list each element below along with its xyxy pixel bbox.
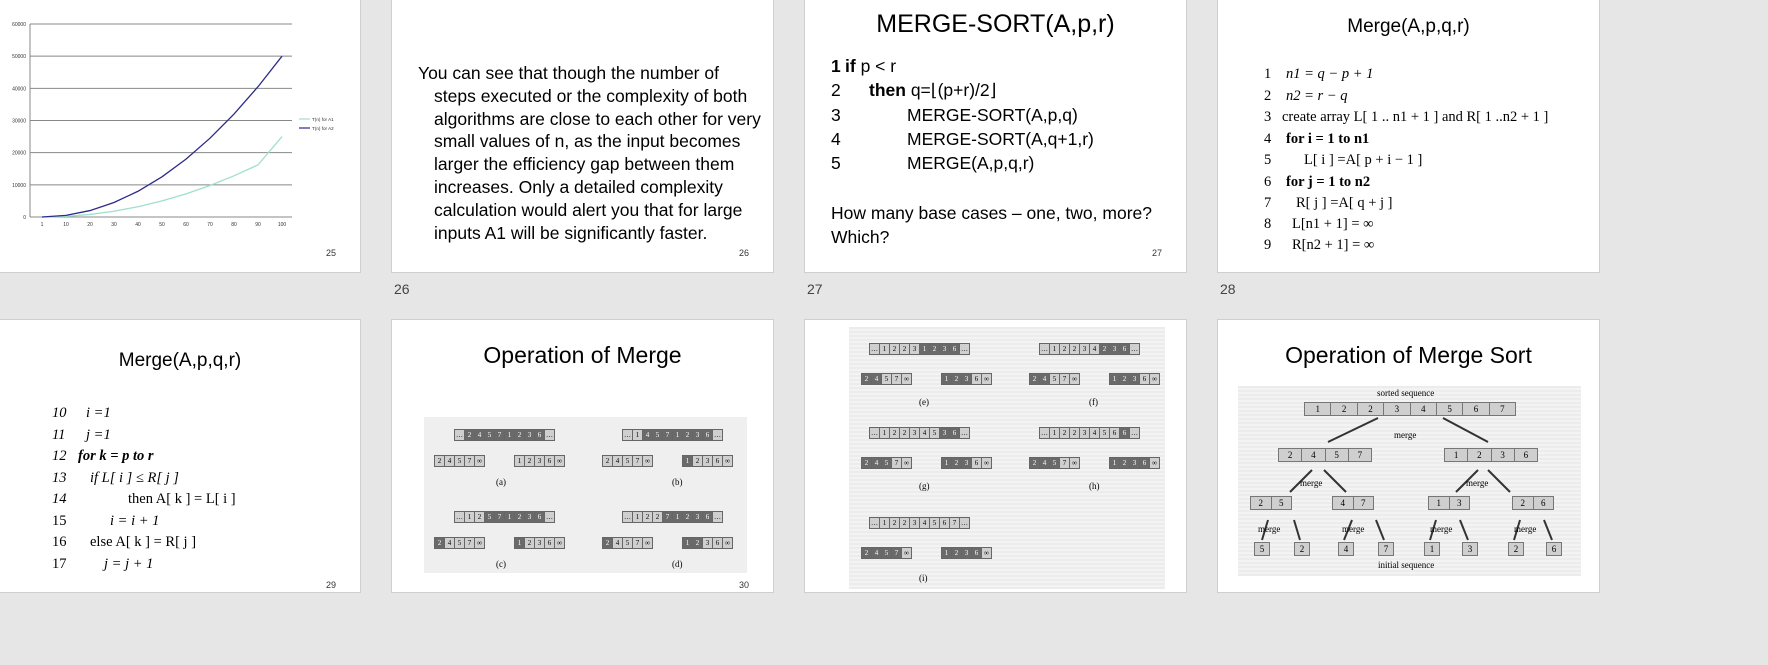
y-tick-label: 20000 bbox=[12, 150, 26, 157]
array-l-row: 2 4 5 7 ∞ bbox=[434, 455, 485, 467]
pair-1: 2 5 bbox=[1250, 496, 1292, 510]
merge-label: merge bbox=[1258, 524, 1281, 534]
algo-line-1: 1 n1 = q − p + 1 bbox=[1264, 66, 1374, 82]
slide-25[interactable] bbox=[0, 0, 360, 272]
caption-e: (e) bbox=[919, 397, 929, 407]
merge-label: merge bbox=[1342, 524, 1365, 534]
array-r-row: 1 2 3 6 ∞ bbox=[941, 457, 992, 469]
y-tick-label: 50000 bbox=[12, 54, 26, 61]
algo-line-10: 10 i =1 bbox=[52, 405, 111, 421]
merged-half-right: 1 2 3 6 bbox=[1444, 448, 1538, 462]
slide-26[interactable] bbox=[392, 0, 773, 272]
algo-line-16: 16 else A[ k ] = R[ j ] bbox=[52, 534, 197, 550]
algo-line-13: 13 if L[ i ] ≤ R[ j ] bbox=[52, 470, 179, 486]
pair-2: 4 7 bbox=[1332, 496, 1374, 510]
slide-text bbox=[418, 62, 773, 244]
sorted-sequence-label: sorted sequence bbox=[1377, 388, 1435, 398]
caption-a: (a) bbox=[496, 477, 506, 487]
initial-sequence-label: initial sequence bbox=[1378, 560, 1435, 570]
caption-h: (h) bbox=[1089, 481, 1100, 491]
x-tick-label: 100 bbox=[277, 222, 287, 228]
x-tick-label: 50 bbox=[159, 222, 165, 228]
algo-line-12: 12 for k = p to r bbox=[52, 448, 154, 464]
paragraph-first-line: You can see that though the number of bbox=[418, 63, 719, 83]
array-r-row: 1 2 3 6 ∞ bbox=[682, 455, 733, 467]
array-a-row: … 1 2 2 3 4 5 3 6 … bbox=[871, 429, 968, 437]
merge-arrows bbox=[1238, 386, 1581, 576]
slide-label-26: 26 bbox=[394, 281, 410, 297]
algo-line-11: 11 j =1 bbox=[52, 427, 111, 443]
merge-label: merge bbox=[1514, 524, 1537, 534]
line-chart bbox=[0, 0, 360, 272]
merge-sort-tree-figure bbox=[1238, 386, 1581, 576]
x-tick-label: 40 bbox=[135, 222, 141, 228]
array-l-row: 2 4 5 7 ∞ bbox=[1029, 457, 1080, 469]
x-tick-label: 1 bbox=[40, 222, 44, 228]
array-a-row: … 1 2 2 7 1 2 3 6 … bbox=[624, 513, 721, 521]
x-tick-label: 80 bbox=[231, 222, 237, 228]
slide-31[interactable] bbox=[805, 320, 1186, 592]
slide-title: Operation of Merge Sort bbox=[1285, 342, 1532, 368]
array-r-row: 1 2 3 6 ∞ bbox=[1109, 457, 1160, 469]
x-tick-label: 60 bbox=[183, 222, 189, 228]
algo-line-7: 7 R[ j ] =A[ q + j ] bbox=[1264, 195, 1393, 211]
caption-d: (d) bbox=[672, 559, 683, 569]
x-tick-label: 70 bbox=[207, 222, 213, 228]
merge-label: merge bbox=[1394, 430, 1417, 440]
y-tick-label: 30000 bbox=[12, 118, 26, 125]
y-tick-label: 10000 bbox=[12, 182, 26, 189]
caption-c: (c) bbox=[496, 559, 506, 569]
initial-4: 7 bbox=[1378, 542, 1394, 556]
array-r-row: 1 2 3 6 ∞ bbox=[682, 537, 733, 549]
algo-line-15: 15 i = i + 1 bbox=[52, 513, 160, 529]
slide-title: Merge(A,p,q,r) bbox=[118, 350, 242, 371]
code-line-3: 3 MERGE-SORT(A,p,q) bbox=[831, 105, 1078, 125]
legend-label: T(n) for A2 bbox=[312, 126, 334, 131]
array-r-row: 1 2 3 6 ∞ bbox=[941, 547, 992, 559]
paragraph-rest: steps executed or the complexity of both algorithms are close to each other for very small values of n, as the input becomes larger the efficiency gap between them increases. Only a detailed complexity calculation would alert you that for large inputs A1 will be significantly faster. bbox=[434, 85, 761, 243]
merge-steps-figure bbox=[849, 327, 1165, 589]
caption-g: (g) bbox=[919, 481, 930, 491]
merged-half-left: 2 4 5 7 bbox=[1278, 448, 1372, 462]
algo-line-2: 2 n2 = r − q bbox=[1264, 88, 1348, 104]
series-line-2 bbox=[42, 56, 282, 217]
pair-3: 1 3 bbox=[1428, 496, 1470, 510]
array-a-row: … 1 2 2 3 4 5 6 7 … bbox=[871, 519, 968, 527]
question-line-2: Which? bbox=[831, 227, 890, 247]
y-tick-label: 0 bbox=[23, 215, 26, 221]
slide-29[interactable] bbox=[0, 320, 360, 592]
caption-f: (f) bbox=[1089, 397, 1098, 407]
slide-title: Operation of Merge bbox=[483, 342, 682, 368]
code-line-2: 2 then q=⌊(p+r)/2⌋ bbox=[831, 80, 997, 100]
slide-label-28: 28 bbox=[1220, 281, 1236, 297]
caption-i: (i) bbox=[919, 573, 928, 583]
slide-30[interactable] bbox=[392, 320, 773, 592]
y-tick-label: 40000 bbox=[12, 86, 26, 93]
array-r-row: 1 2 3 6 ∞ bbox=[1109, 373, 1160, 385]
slide-number: 26 bbox=[738, 248, 749, 258]
merge-label: merge bbox=[1300, 478, 1323, 488]
slide-number: 27 bbox=[1151, 248, 1162, 258]
legend-label: T(n) for A1 bbox=[312, 117, 334, 122]
array-r-row: 1 2 3 6 ∞ bbox=[514, 537, 565, 549]
caption-b: (b) bbox=[672, 477, 683, 487]
question-line-1: How many base cases – one, two, more? bbox=[831, 203, 1152, 223]
initial-3: 4 bbox=[1338, 542, 1354, 556]
array-a-row: … 1 4 5 7 1 2 3 6 … bbox=[624, 431, 721, 439]
slide-number: 30 bbox=[738, 580, 749, 590]
merge-label: merge bbox=[1466, 478, 1489, 488]
slide-number: 25 bbox=[325, 248, 336, 258]
merge-label: merge bbox=[1430, 524, 1453, 534]
algo-line-4: 4 for i = 1 to n1 bbox=[1264, 131, 1370, 147]
array-l-row: 2 4 5 7 ∞ bbox=[1029, 373, 1080, 385]
initial-5: 1 bbox=[1424, 542, 1440, 556]
array-r-row: 1 2 3 6 ∞ bbox=[941, 373, 992, 385]
merge-operation-figure bbox=[424, 417, 747, 573]
algo-line-17: 17 j = j + 1 bbox=[52, 556, 154, 572]
array-l-row: 2 4 5 7 ∞ bbox=[602, 455, 653, 467]
slide-number: 29 bbox=[325, 580, 336, 590]
y-tick-label: 60000 bbox=[12, 22, 26, 28]
x-tick-label: 20 bbox=[87, 222, 93, 228]
initial-8: 6 bbox=[1546, 542, 1562, 556]
x-tick-label: 90 bbox=[255, 222, 261, 228]
algo-line-6: 6 for j = 1 to n2 bbox=[1264, 174, 1371, 190]
algo-line-8: 8 L[n1 + 1] = ∞ bbox=[1264, 216, 1374, 232]
slide-title: MERGE-SORT(A,p,r) bbox=[876, 10, 1115, 38]
array-a-row: … 1 2 5 7 1 2 3 6 … bbox=[456, 513, 553, 521]
slide-28[interactable] bbox=[1218, 0, 1599, 272]
array-l-row: 2 4 5 7 ∞ bbox=[602, 537, 653, 549]
code-line-4: 4 MERGE-SORT(A,q+1,r) bbox=[831, 129, 1094, 149]
array-a-row: … 1 2 2 3 4 5 6 6 … bbox=[1041, 429, 1138, 437]
code-line-1: 1 if p < r bbox=[831, 56, 897, 76]
array-a-row: … 1 2 2 3 1 2 3 6 … bbox=[871, 345, 968, 353]
initial-6: 3 bbox=[1462, 542, 1478, 556]
slide-27[interactable] bbox=[805, 0, 1186, 272]
algo-line-5: 5 L[ i ] =A[ p + i − 1 ] bbox=[1264, 152, 1423, 168]
slide-32[interactable] bbox=[1218, 320, 1599, 592]
array-l-row: 2 4 5 7 ∞ bbox=[861, 547, 912, 559]
x-tick-label: 30 bbox=[111, 222, 117, 228]
pair-4: 2 6 bbox=[1512, 496, 1554, 510]
array-l-row: 2 4 5 7 ∞ bbox=[861, 457, 912, 469]
algo-line-14: 14 then A[ k ] = L[ i ] bbox=[52, 491, 236, 507]
initial-1: 5 bbox=[1254, 542, 1270, 556]
initial-2: 2 bbox=[1294, 542, 1310, 556]
slide-title: Merge(A,p,q,r) bbox=[1347, 16, 1470, 37]
initial-7: 2 bbox=[1508, 542, 1524, 556]
algo-line-9: 9 R[n2 + 1] = ∞ bbox=[1264, 237, 1375, 253]
array-l-row: 2 4 5 7 ∞ bbox=[861, 373, 912, 385]
array-r-row: 1 2 3 6 ∞ bbox=[514, 455, 565, 467]
sorted-array: 1 2 2 3 4 5 6 7 bbox=[1304, 402, 1516, 416]
algo-line-3: 3 create array L[ 1 .. n1 + 1 ] and R[ 1 ..n2 + 1 ] bbox=[1264, 109, 1549, 125]
array-a-row: … 2 4 5 7 1 2 3 6 … bbox=[456, 431, 553, 439]
slide-label-27: 27 bbox=[807, 281, 823, 297]
array-a-row: … 1 2 2 3 4 2 3 6 … bbox=[1041, 345, 1138, 353]
code-line-5: 5 MERGE(A,p,q,r) bbox=[831, 153, 1035, 173]
x-tick-label: 10 bbox=[63, 222, 69, 228]
array-l-row: 2 4 5 7 ∞ bbox=[434, 537, 485, 549]
